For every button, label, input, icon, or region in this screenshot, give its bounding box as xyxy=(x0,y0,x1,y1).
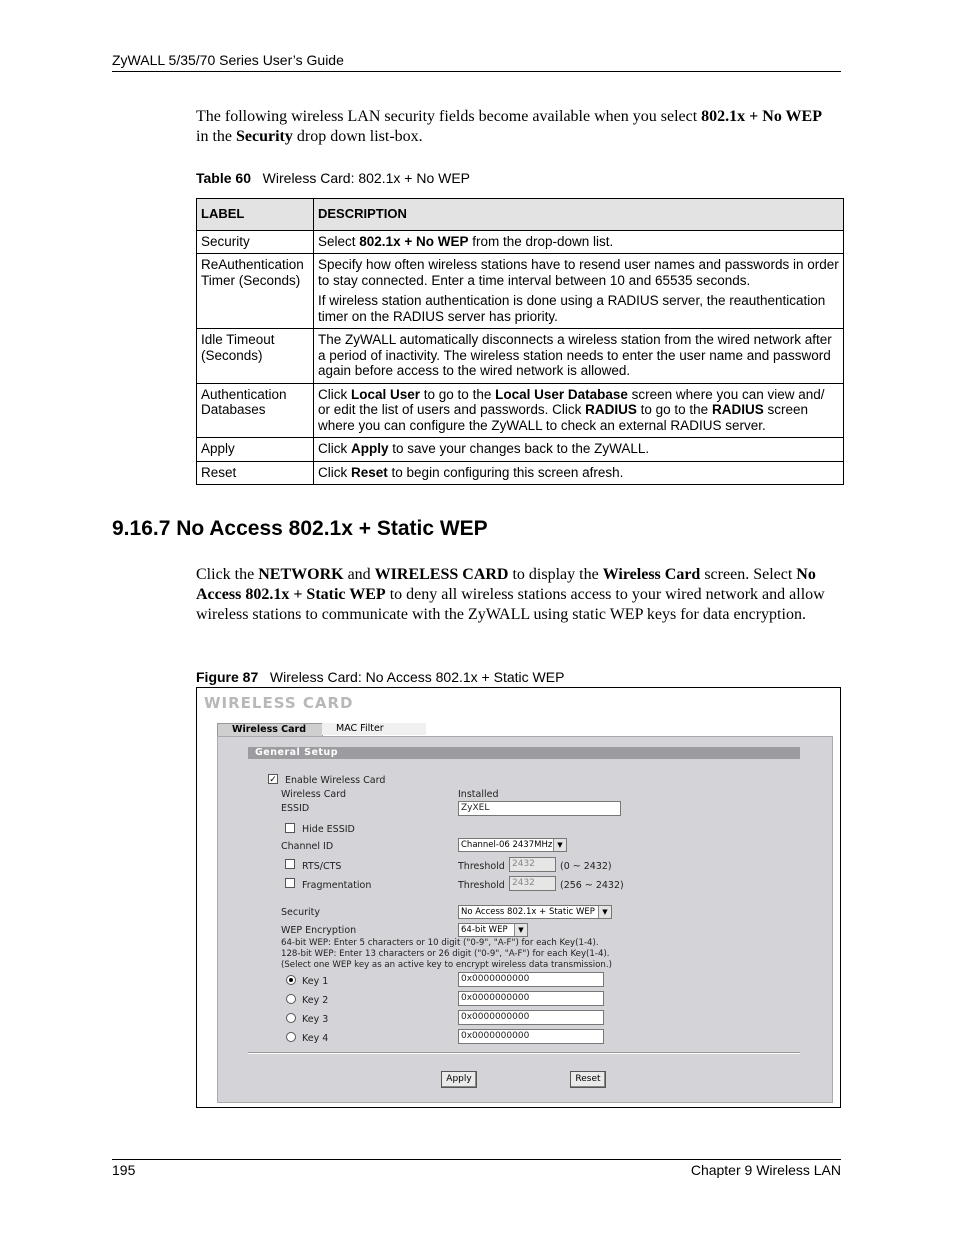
fragmentation-checkbox[interactable] xyxy=(285,878,295,888)
chevron-down-icon: ▼ xyxy=(553,839,566,851)
figure-caption: Figure 87 Wireless Card: No Access 802.1x + Static WEP xyxy=(196,669,565,685)
key-1-label: Key 1 xyxy=(302,976,329,987)
key-3-input[interactable]: 0x0000000000 xyxy=(458,1010,604,1025)
wep-note-active-key: (Select one WEP key as an active key to encrypt wireless data transmission.) xyxy=(281,960,612,970)
reset-button[interactable]: Reset xyxy=(570,1071,606,1088)
table-row xyxy=(197,383,844,438)
key-2-label: Key 2 xyxy=(302,995,329,1006)
row-description: The ZyWALL automatically disconnects a wireless station from the wired network after a period of inactivity. The wireless station needs to enter the user name and password again before access to the wired network is allowed. xyxy=(314,329,844,384)
essid-input[interactable]: ZyXEL xyxy=(458,801,621,816)
row-label: Idle Timeout (Seconds) xyxy=(197,329,314,384)
row-label: Security xyxy=(197,230,314,254)
general-setup-bar: General Setup xyxy=(248,747,800,759)
fragmentation-label: Fragmentation xyxy=(302,880,372,891)
footer-rule xyxy=(112,1159,841,1160)
channel-id-select[interactable] xyxy=(458,838,567,852)
table-row xyxy=(197,329,844,384)
enable-wireless-card-label: Enable Wireless Card xyxy=(285,775,386,786)
wep-encryption-label: WEP Encryption xyxy=(281,925,357,936)
key-3-label: Key 3 xyxy=(302,1014,329,1025)
section-heading: 9.16.7 No Access 802.1x + Static WEP xyxy=(112,517,488,540)
rts-cts-label: RTS/CTS xyxy=(302,861,342,872)
rts-threshold-input[interactable]: 2432 xyxy=(509,857,556,872)
running-header: ZyWALL 5/35/70 Series User’s Guide xyxy=(112,52,344,68)
table-row xyxy=(197,230,844,254)
table-row xyxy=(197,461,844,485)
apply-button[interactable]: Apply xyxy=(441,1071,477,1088)
tab-wireless-card[interactable]: Wireless Card xyxy=(217,723,323,736)
wep-note-128: 128-bit WEP: Enter 13 characters or 26 digit ("0-9", "A-F") for each Key(1-4). xyxy=(281,949,610,959)
key-1-radio[interactable] xyxy=(286,975,296,985)
row-label: Reset xyxy=(197,461,314,485)
divider xyxy=(248,1052,800,1054)
fragmentation-threshold-input[interactable]: 2432 xyxy=(509,876,556,891)
screen-title: WIRELESS CARD xyxy=(204,694,354,712)
header-rule xyxy=(112,71,841,72)
hide-essid-label: Hide ESSID xyxy=(302,824,355,835)
rts-threshold-label: Threshold xyxy=(458,861,505,872)
row-label: Apply xyxy=(197,438,314,462)
wep-encryption-select[interactable] xyxy=(458,923,528,937)
key-4-label: Key 4 xyxy=(302,1033,329,1044)
chapter-title: Chapter 9 Wireless LAN xyxy=(690,1162,841,1178)
wireless-card-label: Wireless Card xyxy=(281,789,346,800)
chevron-down-icon: ▼ xyxy=(598,906,611,918)
hide-essid-checkbox[interactable] xyxy=(285,823,295,833)
wep-note-64: 64-bit WEP: Enter 5 characters or 10 digit ("0-9", "A-F") for each Key(1-4). xyxy=(281,938,599,948)
key-2-radio[interactable] xyxy=(286,994,296,1004)
channel-id-label: Channel ID xyxy=(281,841,334,852)
row-label: ReAuthentication Timer (Seconds) xyxy=(197,254,314,329)
page-number: 195 xyxy=(112,1162,136,1178)
row-description: Click Apply to save your changes back to the ZyWALL. xyxy=(314,438,844,462)
tab-bar xyxy=(217,723,832,736)
description-table xyxy=(196,198,844,485)
rts-range: (0 ~ 2432) xyxy=(560,861,612,872)
wireless-card-status: Installed xyxy=(458,789,499,800)
table-caption: Table 60 Wireless Card: 802.1x + No WEP xyxy=(196,170,471,186)
intro-paragraph: The following wireless LAN security fields become available when you select 802.1x + No WEP in the Security drop down list-box. xyxy=(196,108,822,145)
chevron-down-icon: ▼ xyxy=(514,924,527,936)
row-description: Select 802.1x + No WEP from the drop-down list. xyxy=(314,230,844,254)
key-4-input[interactable]: 0x0000000000 xyxy=(458,1029,604,1044)
security-label: Security xyxy=(281,907,321,918)
table-header-row xyxy=(197,199,844,231)
table-header-description: DESCRIPTION xyxy=(314,199,844,231)
fragmentation-threshold-label: Threshold xyxy=(458,880,505,891)
table-row xyxy=(197,254,844,329)
tab-mac-filter[interactable]: MAC Filter xyxy=(322,723,426,735)
key-2-input[interactable]: 0x0000000000 xyxy=(458,991,604,1006)
row-label: Authentication Databases xyxy=(197,383,314,438)
body-paragraph: Click the NETWORK and WIRELESS CARD to display the Wireless Card screen. Select No Access 802.1x + Static WEP to deny all wireless stations access to your wired network and allow wireless stations to communicate with the ZyWALL using static WEP keys for data encryption. xyxy=(196,566,825,623)
row-description: Specify how often wireless stations have to resend user names and passwords in order to stay connected. Enter a time interval between 10 and 65535 seconds. If wireless station authentication is done using a RADIUS server, the reauthentication timer on the RADIUS server has priority. xyxy=(314,254,844,329)
table-header-label: LABEL xyxy=(197,199,314,231)
rts-cts-checkbox[interactable] xyxy=(285,859,295,869)
essid-label: ESSID xyxy=(281,803,310,814)
fragmentation-range: (256 ~ 2432) xyxy=(560,880,624,891)
table-row xyxy=(197,438,844,462)
enable-wireless-card-checkbox[interactable]: ✓ xyxy=(269,774,277,784)
row-description: Click Local User to go to the Local User Database screen where you can view and/ or edit the list of users and passwords. Click RADIUS to go to the RADIUS screen where you can configure the ZyWALL to check an external RADIUS server. xyxy=(314,383,844,438)
security-select[interactable] xyxy=(458,905,612,919)
row-description: Click Reset to begin configuring this screen afresh. xyxy=(314,461,844,485)
security-value: No Access 802.1x + Static WEP xyxy=(461,907,595,917)
key-4-radio[interactable] xyxy=(286,1032,296,1042)
key-1-input[interactable]: 0x0000000000 xyxy=(458,972,604,987)
key-3-radio[interactable] xyxy=(286,1013,296,1023)
wep-encryption-value: 64-bit WEP xyxy=(461,925,508,935)
channel-id-value: Channel-06 2437MHz xyxy=(461,840,553,850)
